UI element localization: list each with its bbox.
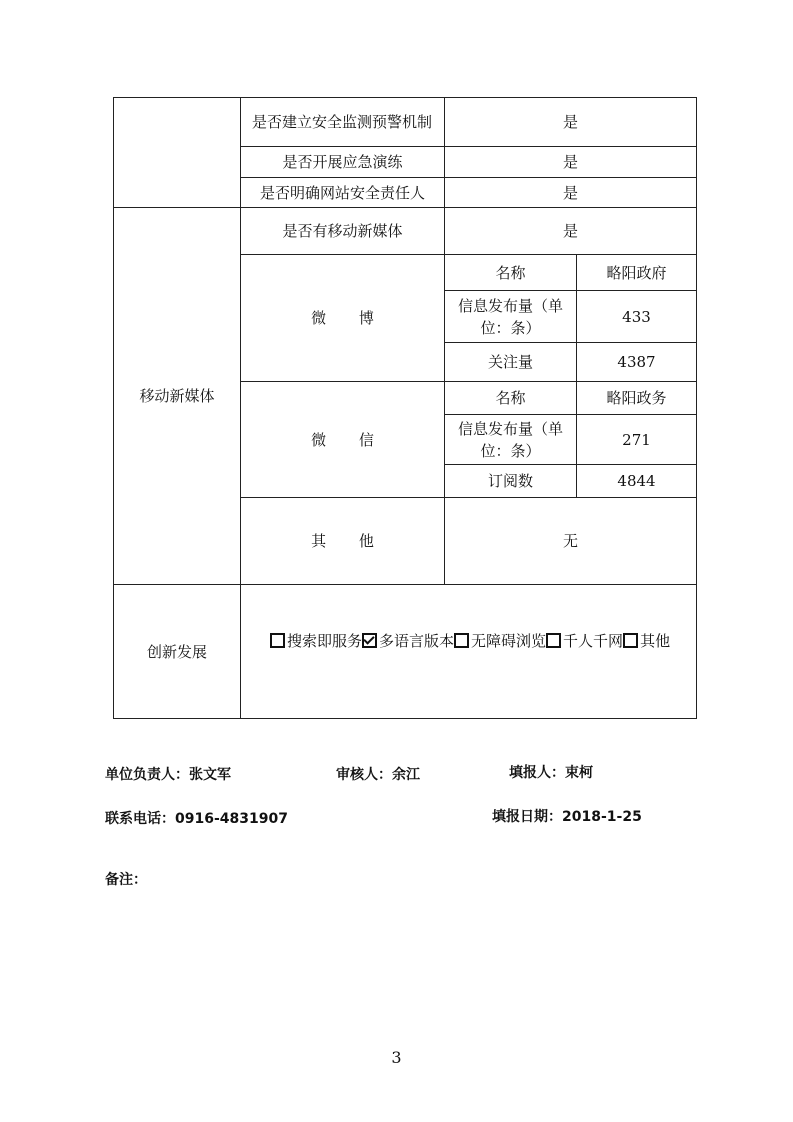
weibo-posts-label: 信息发布量（单位：条） [457, 296, 563, 337]
has-mobile-media-label: 是否有移动新媒体 [282, 222, 403, 240]
option-label: 其他 [640, 632, 671, 650]
innovation-label: 创新发展 [146, 642, 207, 661]
option-multilingual[interactable] [362, 630, 454, 651]
fill-date: 填报日期：2018-1-25 [492, 809, 642, 825]
checkbox-unchecked-icon[interactable] [623, 633, 638, 648]
option-label: 多语言版本 [379, 632, 455, 650]
responsible-value: 是 [562, 183, 578, 202]
checkbox-unchecked-icon[interactable] [546, 633, 561, 648]
weibo-label: 微 博 [311, 309, 388, 327]
page-number: 3 [391, 1048, 402, 1067]
option-accessibility[interactable] [454, 630, 546, 651]
contact-phone: 联系电话：0916-4831907 [105, 811, 288, 827]
drill-label: 是否开展应急演练 [282, 153, 403, 171]
drill-value: 是 [562, 153, 578, 171]
mobile-media-section-label: 移动新媒体 [139, 387, 215, 405]
option-search-as-service[interactable] [270, 630, 362, 651]
unit-head: 单位负责人：张文军 [105, 767, 231, 783]
has-mobile-media-value: 是 [562, 222, 578, 240]
wechat-posts-label: 信息发布量（单位：条） [457, 419, 563, 460]
option-label: 千人千网 [563, 632, 624, 650]
monitoring-label: 是否建立安全监测预警机制 [251, 113, 432, 131]
remarks: 备注： [105, 872, 147, 888]
wechat-label: 微 信 [311, 430, 388, 449]
reviewer: 审核人：余江 [336, 767, 420, 783]
weibo-followers-label: 关注量 [487, 353, 533, 371]
wechat-subscribers-value: 4844 [617, 472, 656, 490]
wechat-subscribers-label: 订阅数 [487, 472, 533, 490]
option-label: 搜索即服务 [287, 632, 363, 650]
filler: 填报人：束柯 [509, 765, 593, 781]
other-media-label: 其 他 [311, 532, 388, 550]
weibo-posts-value: 433 [622, 307, 651, 326]
checkbox-checked-icon[interactable] [362, 633, 377, 648]
weibo-name-label: 名称 [495, 263, 526, 282]
option-label: 无障碍浏览 [471, 632, 547, 650]
weibo-name-value: 略阳政府 [606, 263, 667, 282]
monitoring-value: 是 [562, 113, 578, 131]
checkbox-unchecked-icon[interactable] [270, 633, 285, 648]
weibo-followers-value: 4387 [617, 353, 656, 371]
wechat-name-value: 略阳政务 [606, 389, 667, 407]
checkbox-unchecked-icon[interactable] [454, 633, 469, 648]
other-media-value: 无 [562, 532, 578, 550]
option-other[interactable] [623, 630, 670, 651]
innovation-options [270, 630, 670, 651]
wechat-posts-value: 271 [622, 430, 651, 449]
wechat-name-label: 名称 [495, 389, 526, 407]
responsible-label: 是否明确网站安全责任人 [259, 183, 425, 202]
option-personalized[interactable] [546, 630, 623, 651]
